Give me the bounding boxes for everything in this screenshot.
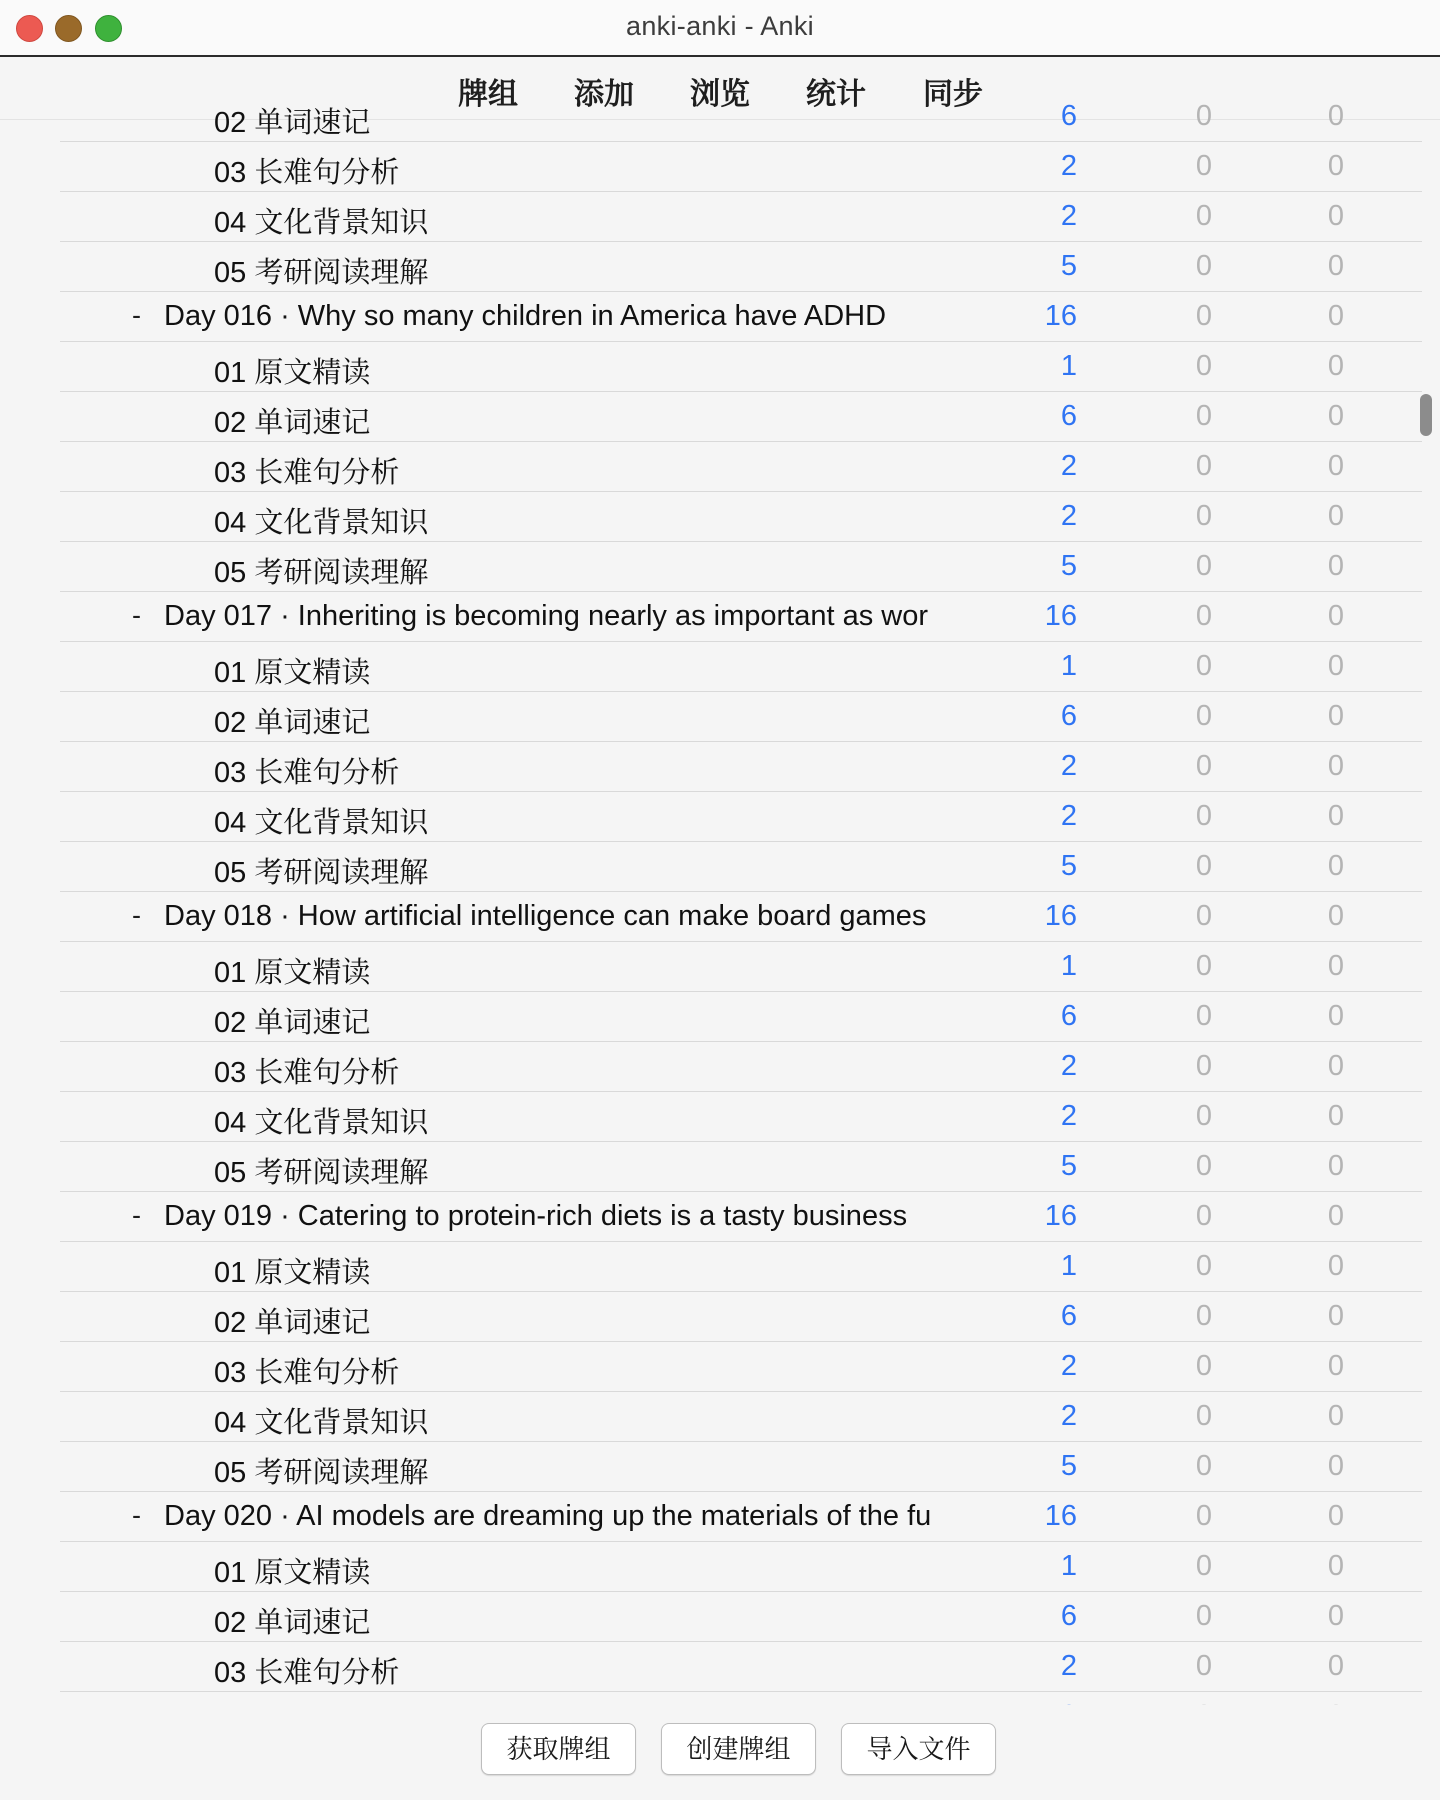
new-count[interactable]: 1 bbox=[1060, 1550, 1077, 1582]
due-count[interactable]: 0 bbox=[1327, 1400, 1344, 1432]
due-count[interactable]: 0 bbox=[1327, 800, 1344, 832]
deck-name[interactable]: 04 文化背景知识 bbox=[214, 807, 429, 839]
new-count[interactable]: 2 bbox=[1060, 500, 1077, 532]
deck-row-child[interactable] bbox=[60, 1142, 1422, 1192]
learn-count[interactable]: 0 bbox=[1195, 550, 1212, 582]
new-count[interactable]: 2 bbox=[1060, 1650, 1077, 1682]
deck-row-child[interactable] bbox=[60, 1092, 1422, 1142]
due-count[interactable]: 0 bbox=[1327, 1200, 1344, 1232]
new-count[interactable]: 16 bbox=[1044, 1200, 1077, 1232]
deck-row-parent[interactable] bbox=[60, 292, 1422, 342]
due-count[interactable]: 0 bbox=[1327, 950, 1344, 982]
learn-count[interactable]: 0 bbox=[1195, 1000, 1212, 1032]
learn-count[interactable]: 0 bbox=[1195, 1350, 1212, 1382]
learn-count[interactable]: 0 bbox=[1195, 850, 1212, 882]
new-count[interactable]: 6 bbox=[1060, 1000, 1077, 1032]
deck-row-child[interactable] bbox=[60, 542, 1422, 592]
new-count[interactable]: 1 bbox=[1060, 650, 1077, 682]
due-count[interactable]: 0 bbox=[1327, 100, 1344, 132]
learn-count[interactable]: 0 bbox=[1195, 1100, 1212, 1132]
collapse-toggle[interactable]: - bbox=[132, 900, 141, 930]
deck-name[interactable]: Day 017 · Inheriting is becoming nearly as important as wor bbox=[164, 600, 929, 632]
due-count[interactable]: 0 bbox=[1327, 350, 1344, 382]
new-count[interactable]: 16 bbox=[1044, 300, 1077, 332]
deck-row-parent[interactable] bbox=[60, 1192, 1422, 1242]
new-count[interactable]: 6 bbox=[1060, 400, 1077, 432]
due-count[interactable]: 0 bbox=[1327, 550, 1344, 582]
new-count[interactable]: 1 bbox=[1060, 1250, 1077, 1282]
window-title: anki-anki - Anki bbox=[626, 11, 814, 41]
new-count[interactable]: 5 bbox=[1060, 550, 1077, 582]
learn-count[interactable]: 0 bbox=[1195, 1400, 1212, 1432]
deck-name[interactable]: 03 长难句分析 bbox=[214, 1057, 400, 1089]
deck-name[interactable]: 03 长难句分析 bbox=[214, 1357, 400, 1389]
deck-row-child[interactable] bbox=[60, 942, 1422, 992]
due-count[interactable]: 0 bbox=[1327, 1550, 1344, 1582]
deck-name[interactable]: Day 016 · Why so many children in America have ADHD bbox=[164, 300, 887, 332]
due-count[interactable]: 0 bbox=[1327, 1100, 1344, 1132]
deck-row-child[interactable] bbox=[60, 1342, 1422, 1392]
learn-count[interactable]: 0 bbox=[1195, 1300, 1212, 1332]
deck-name[interactable]: 01 原文精读 bbox=[214, 657, 371, 689]
due-count[interactable]: 0 bbox=[1327, 600, 1344, 632]
deck-row-child[interactable] bbox=[60, 492, 1422, 542]
deck-row-child[interactable] bbox=[60, 1242, 1422, 1292]
due-count[interactable]: 0 bbox=[1327, 750, 1344, 782]
deck-name[interactable]: Day 018 · How artificial intelligence can make board games bbox=[164, 900, 927, 932]
due-count[interactable]: 0 bbox=[1327, 900, 1344, 932]
new-count[interactable]: 5 bbox=[1060, 1150, 1077, 1182]
collapse-toggle[interactable]: - bbox=[132, 600, 141, 630]
due-count[interactable]: 0 bbox=[1327, 1450, 1344, 1482]
deck-name[interactable]: 05 考研阅读理解 bbox=[214, 1457, 429, 1489]
collapse-toggle[interactable]: - bbox=[132, 1200, 141, 1230]
learn-count[interactable]: 0 bbox=[1195, 1250, 1212, 1282]
deck-row-child[interactable] bbox=[60, 992, 1422, 1042]
deck-name[interactable]: 01 原文精读 bbox=[214, 957, 371, 989]
learn-count[interactable]: 0 bbox=[1195, 600, 1212, 632]
deck-name[interactable]: 03 长难句分析 bbox=[214, 757, 400, 789]
deck-name[interactable]: 01 原文精读 bbox=[214, 1257, 371, 1289]
tab-browse[interactable]: 浏览 bbox=[690, 78, 750, 111]
learn-count[interactable]: 0 bbox=[1195, 800, 1212, 832]
new-count[interactable]: 2 bbox=[1060, 800, 1077, 832]
deck-row-child[interactable] bbox=[60, 1592, 1422, 1642]
new-count[interactable]: 6 bbox=[1060, 700, 1077, 732]
learn-count[interactable]: 0 bbox=[1195, 1550, 1212, 1582]
deck-name[interactable]: 04 文化背景知识 bbox=[214, 507, 429, 539]
due-count[interactable]: 0 bbox=[1327, 1250, 1344, 1282]
deck-row-child[interactable] bbox=[60, 1292, 1422, 1342]
new-count[interactable]: 16 bbox=[1044, 1500, 1077, 1532]
deck-name[interactable]: 04 文化背景知识 bbox=[214, 207, 429, 239]
deck-row-child[interactable] bbox=[60, 242, 1422, 292]
new-count[interactable]: 1 bbox=[1060, 350, 1077, 382]
deck-row-parent[interactable] bbox=[60, 1492, 1422, 1542]
deck-row-child[interactable] bbox=[60, 342, 1422, 392]
tab-sync[interactable]: 同步 bbox=[923, 78, 983, 111]
new-count[interactable]: 5 bbox=[1060, 1450, 1077, 1482]
deck-name[interactable]: 02 单词速记 bbox=[214, 707, 371, 739]
due-count[interactable]: 0 bbox=[1327, 1000, 1344, 1032]
deck-name[interactable]: 02 单词速记 bbox=[214, 1307, 371, 1339]
new-count[interactable]: 2 bbox=[1060, 1400, 1077, 1432]
learn-count[interactable]: 0 bbox=[1195, 250, 1212, 282]
due-count[interactable]: 0 bbox=[1327, 1300, 1344, 1332]
deck-row-child[interactable] bbox=[60, 1392, 1422, 1442]
learn-count[interactable]: 0 bbox=[1195, 200, 1212, 232]
deck-name[interactable]: 04 文化背景知识 bbox=[214, 1107, 429, 1139]
deck-name[interactable]: 04 文化背景知识 bbox=[214, 1407, 429, 1439]
due-count[interactable]: 0 bbox=[1327, 700, 1344, 732]
learn-count[interactable]: 0 bbox=[1195, 900, 1212, 932]
learn-count[interactable]: 0 bbox=[1195, 1200, 1212, 1232]
deck-name[interactable]: 03 长难句分析 bbox=[214, 457, 400, 489]
bottom-bar bbox=[0, 1705, 1440, 1800]
due-count[interactable]: 0 bbox=[1327, 500, 1344, 532]
deck-name[interactable]: 05 考研阅读理解 bbox=[214, 557, 429, 589]
new-count[interactable]: 6 bbox=[1060, 100, 1077, 132]
get-shared-decks-button[interactable]: 获取牌组 bbox=[481, 1723, 636, 1775]
new-count[interactable]: 6 bbox=[1060, 1600, 1077, 1632]
learn-count[interactable]: 0 bbox=[1195, 350, 1212, 382]
deck-rows bbox=[0, 92, 1440, 1742]
due-count[interactable]: 0 bbox=[1327, 850, 1344, 882]
deck-name[interactable]: 03 长难句分析 bbox=[214, 1657, 400, 1689]
deck-row-child[interactable] bbox=[60, 842, 1422, 892]
learn-count[interactable]: 0 bbox=[1195, 450, 1212, 482]
create-deck-button[interactable]: 创建牌组 bbox=[661, 1723, 816, 1775]
deck-row-child[interactable] bbox=[60, 642, 1422, 692]
deck-row-child[interactable] bbox=[60, 742, 1422, 792]
learn-count[interactable]: 0 bbox=[1195, 1650, 1212, 1682]
new-count[interactable]: 2 bbox=[1060, 150, 1077, 182]
due-count[interactable]: 0 bbox=[1327, 400, 1344, 432]
deck-row-child[interactable] bbox=[60, 1542, 1422, 1592]
learn-count[interactable]: 0 bbox=[1195, 1450, 1212, 1482]
import-file-button[interactable]: 导入文件 bbox=[841, 1723, 996, 1775]
deck-list bbox=[0, 100, 1440, 1705]
new-count[interactable]: 2 bbox=[1060, 1100, 1077, 1132]
deck-row-child[interactable] bbox=[60, 692, 1422, 742]
new-count[interactable]: 5 bbox=[1060, 250, 1077, 282]
deck-name[interactable]: Day 020 · AI models are dreaming up the materials of the fu bbox=[164, 1500, 932, 1532]
learn-count[interactable]: 0 bbox=[1195, 700, 1212, 732]
due-count[interactable]: 0 bbox=[1327, 450, 1344, 482]
tab-stats[interactable]: 统计 bbox=[806, 78, 866, 111]
deck-name[interactable]: 05 考研阅读理解 bbox=[214, 1157, 429, 1189]
new-count[interactable]: 5 bbox=[1060, 850, 1077, 882]
learn-count[interactable]: 0 bbox=[1195, 650, 1212, 682]
new-count[interactable]: 1 bbox=[1060, 950, 1077, 982]
learn-count[interactable]: 0 bbox=[1195, 1150, 1212, 1182]
deck-row-child[interactable] bbox=[60, 142, 1422, 192]
deck-name[interactable]: 02 单词速记 bbox=[214, 1007, 371, 1039]
due-count[interactable]: 0 bbox=[1327, 250, 1344, 282]
deck-row-child[interactable] bbox=[60, 442, 1422, 492]
learn-count[interactable]: 0 bbox=[1195, 1050, 1212, 1082]
new-count[interactable]: 2 bbox=[1060, 200, 1077, 232]
learn-count[interactable]: 0 bbox=[1195, 1500, 1212, 1532]
due-count[interactable]: 0 bbox=[1327, 200, 1344, 232]
deck-name[interactable]: 03 长难句分析 bbox=[214, 157, 400, 189]
due-count[interactable]: 0 bbox=[1327, 1650, 1344, 1682]
due-count[interactable]: 0 bbox=[1327, 300, 1344, 332]
deck-row-child[interactable] bbox=[60, 1642, 1422, 1692]
deck-name[interactable]: Day 019 · Catering to protein-rich diets is a tasty business bbox=[164, 1200, 908, 1232]
due-count[interactable]: 0 bbox=[1327, 1500, 1344, 1532]
due-count[interactable]: 0 bbox=[1327, 1600, 1344, 1632]
learn-count[interactable]: 0 bbox=[1195, 750, 1212, 782]
due-count[interactable]: 0 bbox=[1327, 650, 1344, 682]
deck-row-child[interactable] bbox=[60, 392, 1422, 442]
deck-name[interactable]: 05 考研阅读理解 bbox=[214, 257, 429, 289]
tab-add[interactable]: 添加 bbox=[574, 78, 634, 111]
collapse-toggle[interactable]: - bbox=[132, 1500, 141, 1530]
deck-name[interactable]: 05 考研阅读理解 bbox=[214, 857, 429, 889]
learn-count[interactable]: 0 bbox=[1195, 950, 1212, 982]
deck-row-parent[interactable] bbox=[60, 592, 1422, 642]
deck-row-parent[interactable] bbox=[60, 892, 1422, 942]
deck-name[interactable]: 02 单词速记 bbox=[214, 407, 371, 439]
title-bar bbox=[0, 0, 1440, 57]
new-count[interactable]: 2 bbox=[1060, 450, 1077, 482]
learn-count[interactable]: 0 bbox=[1195, 150, 1212, 182]
deck-row-child[interactable] bbox=[60, 792, 1422, 842]
deck-row-child[interactable] bbox=[60, 92, 1422, 142]
deck-name[interactable]: 01 原文精读 bbox=[214, 1557, 371, 1589]
new-count[interactable]: 2 bbox=[1060, 1050, 1077, 1082]
due-count[interactable]: 0 bbox=[1327, 1150, 1344, 1182]
new-count[interactable]: 16 bbox=[1044, 900, 1077, 932]
due-count[interactable]: 0 bbox=[1327, 1350, 1344, 1382]
deck-list-scrollbar[interactable] bbox=[1420, 394, 1432, 436]
deck-name[interactable]: 01 原文精读 bbox=[214, 357, 371, 389]
deck-row-child[interactable] bbox=[60, 192, 1422, 242]
learn-count[interactable]: 0 bbox=[1195, 500, 1212, 532]
due-count[interactable]: 0 bbox=[1327, 150, 1344, 182]
new-count[interactable]: 6 bbox=[1060, 1300, 1077, 1332]
new-count[interactable]: 2 bbox=[1060, 1350, 1077, 1382]
deck-name[interactable]: 02 单词速记 bbox=[214, 1607, 371, 1639]
new-count[interactable]: 2 bbox=[1060, 750, 1077, 782]
learn-count[interactable]: 0 bbox=[1195, 1600, 1212, 1632]
deck-row-child[interactable] bbox=[60, 1442, 1422, 1492]
due-count[interactable]: 0 bbox=[1327, 1050, 1344, 1082]
learn-count[interactable]: 0 bbox=[1195, 100, 1212, 132]
deck-name[interactable]: 02 单词速记 bbox=[214, 107, 371, 139]
learn-count[interactable]: 0 bbox=[1195, 300, 1212, 332]
tab-decks[interactable]: 牌组 bbox=[458, 78, 518, 111]
deck-row-child[interactable] bbox=[60, 1042, 1422, 1092]
new-count[interactable]: 16 bbox=[1044, 600, 1077, 632]
learn-count[interactable]: 0 bbox=[1195, 400, 1212, 432]
collapse-toggle[interactable]: - bbox=[132, 300, 141, 330]
